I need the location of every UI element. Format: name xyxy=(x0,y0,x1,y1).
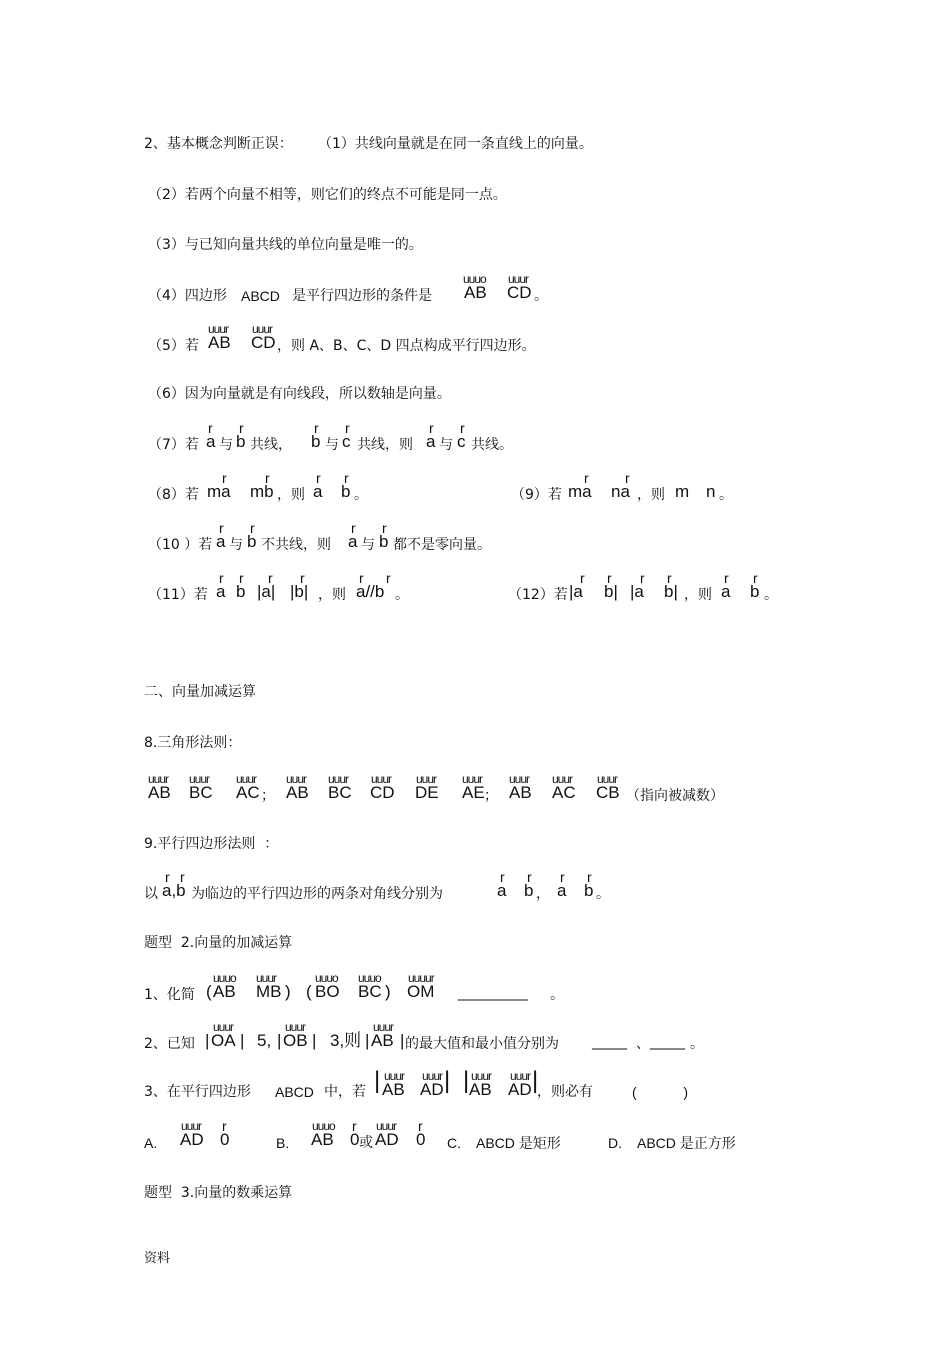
var-b: b xyxy=(379,532,389,551)
option-c-label[interactable]: C. xyxy=(447,1135,461,1151)
text: 的最大值和最小值分别为 xyxy=(405,1036,559,1052)
abs-a: |a| xyxy=(257,582,276,601)
text: 以 xyxy=(144,886,158,902)
zero-vector: 0 xyxy=(350,1130,360,1149)
rule-8-note: （指向被减数） xyxy=(626,788,724,804)
text: ，则 xyxy=(277,487,305,503)
option-d-label[interactable]: D. xyxy=(608,1135,622,1151)
vector-ab: AB xyxy=(464,283,487,302)
var-c: c xyxy=(457,432,466,451)
arrow-mark: r xyxy=(300,570,305,586)
arrow-mark: r xyxy=(500,869,505,885)
arrow-mark: r xyxy=(219,570,224,586)
vector-ab: AB xyxy=(371,1031,394,1050)
arrow-mark: r xyxy=(382,520,387,536)
item-11-end: 。 xyxy=(395,587,409,603)
vector-ab: AB xyxy=(469,1080,492,1099)
arrow-mark: r xyxy=(250,520,255,536)
answer-blank[interactable]: __________ xyxy=(458,985,528,1001)
arrow-mark: r xyxy=(165,869,170,885)
vector-arrow: uuur xyxy=(510,1069,531,1083)
item-4-abcd: ABCD xyxy=(241,288,280,304)
expr-ma: ma xyxy=(568,482,592,501)
vector-arrow: uuur xyxy=(371,772,392,786)
abs-bar: | xyxy=(444,1067,451,1094)
end-mark: 。 xyxy=(550,987,564,1003)
var-b: b xyxy=(524,881,534,900)
vector-arrow: uuur xyxy=(552,772,573,786)
var-b: b xyxy=(311,432,321,451)
vector-arrow: uuur xyxy=(189,772,210,786)
vector-de: DE xyxy=(415,783,439,802)
vector-arrow: uuur xyxy=(416,772,437,786)
text: 中，若 xyxy=(324,1084,366,1100)
vector-ab: AB xyxy=(208,333,231,352)
vector-arrow: uuur xyxy=(236,772,257,786)
text-or: 或 xyxy=(359,1135,373,1151)
vector-ab: AB xyxy=(148,783,171,802)
vector-arrow: uuuur xyxy=(408,971,434,985)
vector-arrow: uuur xyxy=(384,1069,405,1083)
section-title: 二、向量加减运算 xyxy=(144,684,256,700)
vector-ab: AB xyxy=(311,1130,334,1149)
arrow-mark: r xyxy=(268,570,273,586)
arrow-mark: r xyxy=(580,570,585,586)
separator: 、 xyxy=(636,1036,650,1052)
var-b: b xyxy=(236,582,246,601)
vector-bc: BC xyxy=(189,783,213,802)
var-a: a xyxy=(206,432,216,451)
vector-cd: CD xyxy=(507,283,532,302)
item-12-prefix: （12）若 xyxy=(508,587,568,603)
abs-bar: | xyxy=(463,1067,470,1094)
value-3: 3,则 xyxy=(330,1031,362,1050)
vector-ab: AB xyxy=(286,783,309,802)
vector-arrow: uuur xyxy=(252,322,273,336)
vector-arrow: uuuo xyxy=(463,272,486,286)
vector-bo: BO xyxy=(315,982,340,1001)
abcd: ABCD xyxy=(275,1084,314,1100)
vector-arrow: uuur xyxy=(508,272,529,286)
vector-arrow: uuur xyxy=(471,1069,492,1083)
arrow-mark: r xyxy=(587,869,592,885)
vector-arrow: uuuo xyxy=(312,1119,335,1133)
expr-na: na xyxy=(611,482,630,501)
vector-arrow: uuur xyxy=(509,772,530,786)
separator: ； xyxy=(484,788,498,804)
vector-ab: AB xyxy=(382,1080,405,1099)
text: 与 xyxy=(219,437,233,453)
abs-bar: | xyxy=(240,1031,245,1050)
text: ，则 xyxy=(684,587,712,603)
arrow-mark: r xyxy=(208,420,213,436)
arrow-mark: r xyxy=(359,570,364,586)
var-a: a xyxy=(426,432,436,451)
answer-parens[interactable]: ( ) xyxy=(632,1084,688,1100)
text: ，则 xyxy=(637,487,665,503)
vector-arrow: uuur xyxy=(256,971,277,985)
item-9-end: 。 xyxy=(719,487,733,503)
arrow-mark: r xyxy=(180,869,185,885)
item-4-prefix: （4）四边形 xyxy=(148,288,227,304)
paren: ) xyxy=(285,982,291,1001)
text: 共线。 xyxy=(471,437,513,453)
text: 为临边的平行四边形的两条对角线分别为 xyxy=(191,886,443,902)
vector-arrow: uuur xyxy=(148,772,169,786)
end-mark: 。 xyxy=(690,1036,704,1052)
text: 与 xyxy=(325,437,339,453)
arrow-mark: r xyxy=(351,520,356,536)
vector-om: OM xyxy=(407,982,435,1001)
vector-arrow: uuur xyxy=(328,772,349,786)
arrow-mark: r xyxy=(222,1118,227,1134)
item-10-prefix: （10 ）若 xyxy=(148,537,213,553)
arrow-mark: r xyxy=(386,570,391,586)
var-c: c xyxy=(342,432,351,451)
var-b: b xyxy=(584,881,594,900)
vector-ac: AC xyxy=(236,783,260,802)
vector-ad: AD xyxy=(375,1130,399,1149)
var-a: a xyxy=(216,582,226,601)
var-b: b xyxy=(247,532,257,551)
arrow-mark: r xyxy=(239,570,244,586)
vector-cb: CB xyxy=(596,783,620,802)
option-b-label[interactable]: B. xyxy=(276,1135,290,1151)
separator: ； xyxy=(261,788,275,804)
var-a: a xyxy=(497,881,507,900)
item-7-prefix: （7）若 xyxy=(148,437,199,453)
item-5-end: ，则 A、B、C、D 四点构成平行四边形。 xyxy=(277,338,536,354)
zero-vector: 0 xyxy=(416,1130,426,1149)
vector-ab: AB xyxy=(213,982,236,1001)
answer-blank-min[interactable]: _____ xyxy=(650,1034,685,1050)
type-2-title: 题型 2.向量的加减运算 xyxy=(144,935,293,951)
arrow-mark: r xyxy=(527,869,532,885)
arrow-mark: r xyxy=(625,470,630,486)
arrow-mark: r xyxy=(724,570,729,586)
abs-bar: | xyxy=(277,1031,282,1050)
vector-arrow: uuur xyxy=(376,1119,397,1133)
type-3-title: 题型 3.向量的数乘运算 xyxy=(144,1185,293,1201)
paren: ) xyxy=(385,982,391,1001)
expr-mb: mb xyxy=(250,482,274,501)
vector-arrow: uuuo xyxy=(315,971,338,985)
arrow-mark: r xyxy=(418,1118,423,1134)
rule-8-title: 8.三角形法则： xyxy=(144,735,242,751)
arrow-mark: r xyxy=(667,570,672,586)
rule-9-title: 9.平行四边形法则 ： xyxy=(144,836,279,852)
var-a: a xyxy=(721,582,731,601)
arrow-mark: r xyxy=(219,520,224,536)
abs-bar: | xyxy=(374,1067,381,1094)
abs-a-open: |a xyxy=(630,582,644,601)
abs-bar: | xyxy=(312,1031,317,1050)
problem-1-prefix: 1、化简 xyxy=(144,987,195,1003)
option-d-text: ABCD 是正方形 xyxy=(637,1135,736,1151)
vector-ab: AB xyxy=(509,783,532,802)
vector-arrow: uuur xyxy=(462,772,483,786)
vector-arrow: uuuo xyxy=(213,971,236,985)
text: ，则 xyxy=(318,587,346,603)
b-abs-close: b| xyxy=(664,582,678,601)
arrow-mark: r xyxy=(314,420,319,436)
arrow-mark: r xyxy=(460,420,465,436)
text: 不共线，则 xyxy=(261,537,331,553)
paren: ( xyxy=(306,982,312,1001)
vector-ob: OB xyxy=(283,1031,308,1050)
problem-2-prefix: 2、已知 xyxy=(144,1036,195,1052)
var-n: n xyxy=(706,482,716,501)
text: 与 xyxy=(439,437,453,453)
item-8-prefix: （8）若 xyxy=(148,487,199,503)
item-2: （2）若两个向量不相等，则它们的终点不可能是同一点。 xyxy=(148,187,507,203)
item-11-prefix: （11）若 xyxy=(148,587,208,603)
item-1: （1）共线向量就是在同一条直线上的向量。 xyxy=(318,136,593,152)
vector-mb: MB xyxy=(256,982,282,1001)
var-a: a xyxy=(557,881,567,900)
abs-bar: | xyxy=(205,1031,210,1050)
var-a: a xyxy=(313,482,323,501)
vars-a-b: a,b xyxy=(162,881,186,900)
vector-ad: AD xyxy=(420,1080,444,1099)
arrow-mark: r xyxy=(607,570,612,586)
vector-arrow: uuur xyxy=(213,1020,234,1034)
item-6: （6）因为向量就是有向线段，所以数轴是向量。 xyxy=(148,386,451,402)
var-b: b xyxy=(341,482,351,501)
text: 共线， xyxy=(250,437,292,453)
abs-bar: | xyxy=(365,1031,370,1050)
arrow-mark: r xyxy=(640,570,645,586)
arrow-mark: r xyxy=(345,420,350,436)
abs-a-open: |a xyxy=(569,582,583,601)
text: 与 xyxy=(229,537,243,553)
item-4-mid: 是平行四边形的条件是 xyxy=(292,288,432,304)
text: 共线，则 xyxy=(357,437,413,453)
answer-blank-max[interactable]: _____ xyxy=(592,1034,627,1050)
var-b: b xyxy=(750,582,760,601)
vector-bc: BC xyxy=(328,783,352,802)
text: ，则必有 xyxy=(537,1084,593,1100)
problem-3-prefix: 3、在平行四边形 xyxy=(144,1084,251,1100)
abs-bar: | xyxy=(400,1031,405,1050)
comma: ， xyxy=(536,886,550,902)
text: 与 xyxy=(361,537,375,553)
text: 都不是零向量。 xyxy=(393,537,491,553)
vector-arrow: uuur xyxy=(181,1119,202,1133)
vector-oa: OA xyxy=(211,1031,236,1050)
item-5-prefix: （5）若 xyxy=(148,338,199,354)
option-c-text: ABCD 是矩形 xyxy=(476,1135,561,1151)
vector-ae: AE xyxy=(462,783,485,802)
vector-arrow: uuur xyxy=(285,1020,306,1034)
arrow-mark: r xyxy=(429,420,434,436)
arrow-mark: r xyxy=(584,470,589,486)
a-parallel-b: a//b xyxy=(356,582,385,601)
zero-vector: 0 xyxy=(220,1130,230,1149)
arrow-mark: r xyxy=(753,570,758,586)
vector-arrow: uuur xyxy=(597,772,618,786)
footer-label: 资料 xyxy=(144,1251,171,1266)
vector-cd: CD xyxy=(370,783,395,802)
vector-arrow: uuur xyxy=(422,1069,443,1083)
item-8-end: 。 xyxy=(354,487,368,503)
question-header: 2、基本概念判断正误： xyxy=(144,136,293,152)
var-m: m xyxy=(675,482,690,501)
value-5: 5, xyxy=(257,1031,272,1050)
end-mark: 。 xyxy=(596,886,610,902)
arrow-mark: r xyxy=(239,420,244,436)
vector-cd: CD xyxy=(251,333,276,352)
paren: ( xyxy=(206,982,212,1001)
arrow-mark: r xyxy=(344,470,349,486)
b-abs-close: b| xyxy=(604,582,618,601)
vector-arrow: uuur xyxy=(208,322,229,336)
arrow-mark: r xyxy=(316,470,321,486)
item-4-end: 。 xyxy=(534,288,548,304)
option-a-label[interactable]: A. xyxy=(144,1135,158,1151)
arrow-mark: r xyxy=(222,470,227,486)
abs-b: |b| xyxy=(290,582,309,601)
vector-arrow: uuur xyxy=(286,772,307,786)
vector-ad: AD xyxy=(180,1130,204,1149)
vector-ad: AD xyxy=(508,1080,532,1099)
vector-arrow: uuur xyxy=(373,1020,394,1034)
arrow-mark: r xyxy=(352,1118,357,1134)
expr-ma: ma xyxy=(207,482,231,501)
arrow-mark: r xyxy=(560,869,565,885)
vector-ac: AC xyxy=(552,783,576,802)
vector-arrow: uuuo xyxy=(358,971,381,985)
abs-bar: | xyxy=(532,1067,539,1094)
var-a: a xyxy=(348,532,358,551)
item-9-prefix: （9）若 xyxy=(511,487,562,503)
var-a: a xyxy=(216,532,226,551)
item-12-end: 。 xyxy=(764,587,778,603)
item-3: （3）与已知向量共线的单位向量是唯一的。 xyxy=(148,237,423,253)
vector-bc: BC xyxy=(358,982,382,1001)
var-b: b xyxy=(236,432,246,451)
arrow-mark: r xyxy=(265,470,270,486)
